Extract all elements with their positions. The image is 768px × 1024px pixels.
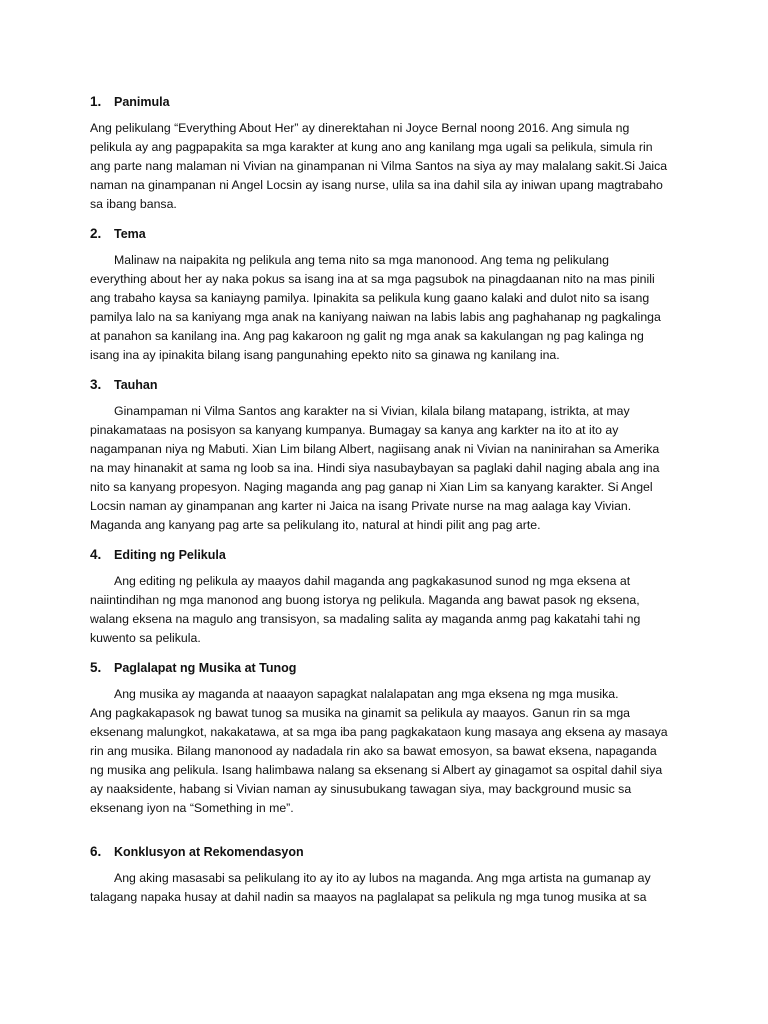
paragraph — [90, 704, 680, 818]
section-title: Panimula — [114, 95, 170, 109]
section-body — [90, 119, 680, 214]
section-body — [90, 402, 680, 535]
text-line: eksenang malungkot, nakakatawa, at sa mga iba pang pagkakataon kung masaya ang eksena ay masaya — [90, 725, 668, 739]
text-line: pamilya lalo na sa kaniyang mga anak na kaniyang naiwan na labis labis ang paghahanap ng pagkalinga — [90, 310, 661, 324]
paragraph — [90, 270, 680, 365]
section-title: Tauhan — [114, 378, 158, 392]
section-body — [90, 685, 680, 818]
text-line: nito sa kanyang propesyon. Naging maganda ang pag ganap ni Xian Lim sa kanyang karakter. Si Angel — [90, 480, 653, 494]
section-editing — [90, 545, 680, 648]
section-number: 3. — [90, 377, 102, 392]
section-konklusyon — [90, 842, 680, 907]
paragraph — [90, 572, 680, 591]
section-title: Editing ng Pelikula — [114, 548, 226, 562]
text-line: walang eksena na magulo ang transisyon, sa madaling salita ay maganda anmg pag kakatahi tahi ng — [90, 612, 641, 626]
text-line: everything about her ay naka pokus sa isang ina at sa mga pagsubok na pinagdaanan nito na mas pinili — [90, 272, 655, 286]
document-content — [90, 92, 680, 915]
text-line: at panahon sa kanilang ina. Ang pag kakaroon ng galit ng mga anak sa kakulangan ng pag kalinga ng — [90, 329, 644, 343]
text-line: naiintindihan ng mga manonod ang buong istorya ng pelikula. Maganda ang bawat pasok ng eksena, — [90, 593, 640, 607]
text-line: Ang aking masasabi sa pelikulang ito ay ito ay lubos na maganda. Ang mga artista na gumanap ay — [114, 871, 651, 885]
text-line: talagang napaka husay at dahil nadin sa maayos na paglalapat sa pelikula ng mga tunog musika at sa — [90, 890, 647, 904]
paragraph — [90, 888, 680, 907]
paragraph — [90, 685, 680, 704]
section-heading — [90, 224, 680, 244]
text-line: kuwento sa pelikula. — [90, 631, 201, 645]
text-line: isang ina ay ipinakita bilang isang pangunahing epekto nito sa ginawa ng kanilang ina. — [90, 348, 560, 362]
section-number: 4. — [90, 547, 102, 562]
section-number: 5. — [90, 660, 102, 675]
text-line: Ang pagkakapasok ng bawat tunog sa musika na ginamit sa pelikula ay maayos. Ganun rin sa mga — [90, 706, 631, 720]
section-tema — [90, 224, 680, 365]
section-number: 1. — [90, 94, 102, 109]
section-musika — [90, 658, 680, 818]
section-number: 2. — [90, 226, 102, 241]
section-body — [90, 251, 680, 365]
text-line: Ginampaman ni Vilma Santos ang karakter na si Vivian, kilala bilang matapang, istrikta, at may — [114, 404, 630, 418]
text-line: sa ibang bansa. — [90, 197, 177, 211]
paragraph — [90, 402, 680, 421]
section-body — [90, 572, 680, 648]
section-title: Paglalapat ng Musika at Tunog — [114, 661, 297, 675]
text-line: naman na ginampanan ni Angel Locsin ay isang nurse, ulila sa ina dahil sila ay iniwan upang magtrabaho — [90, 178, 663, 192]
text-line: ang trabaho kaysa sa kaniayng pamilya. Ipinakita sa pelikula kung gaano kalaki and dulot nito sa isang — [90, 291, 650, 305]
section-heading — [90, 658, 680, 678]
section-title: Konklusyon at Rekomendasyon — [114, 845, 304, 859]
text-line: ang parte nang malaman ni Vivian na ginampanan ni Vilma Santos na siya ay may malalang sakit.Si Jaica — [90, 159, 668, 173]
section-heading — [90, 842, 680, 862]
paragraph — [90, 591, 680, 648]
paragraph — [90, 869, 680, 888]
text-line: Ang editing ng pelikula ay maayos dahil maganda ang pagkakasunod sunod ng mga eksena at — [114, 574, 631, 588]
section-heading — [90, 545, 680, 565]
text-line: pelikula ay ang pagpapakita sa mga karakter at kung ano ang kanilang mga ugali sa pelikula, simula rin — [90, 140, 653, 154]
section-tauhan — [90, 375, 680, 535]
text-line: Maganda ang kanyang pag arte sa pelikulang ito, natural at hindi pilit ang pag arte. — [90, 518, 541, 532]
section-title: Tema — [114, 227, 146, 241]
text-line: na may hinanakit at sama ng loob sa ina. Hindi siya nasubaybayan sa paglaki dahil naging abala ang ina — [90, 461, 660, 475]
section-heading — [90, 375, 680, 395]
section-spacer — [90, 818, 680, 842]
paragraph — [90, 421, 680, 535]
text-line: Ang pelikulang “Everything About Her” ay dinerektahan ni Joyce Bernal noong 2016. Ang simula ng — [90, 121, 630, 135]
paragraph — [90, 119, 680, 214]
paragraph — [90, 251, 680, 270]
text-line: eksenang iyon na “Something in me”. — [90, 801, 294, 815]
text-line: Locsin naman ay ginampanan ang karter ni Jaica na isang Private nurse na mag aalaga kay Vivian. — [90, 499, 632, 513]
text-line: rin ang musika. Bilang manonood ay nadadala rin ako sa bawat emosyon, sa bawat eksena, napaganda — [90, 744, 657, 758]
text-line: Malinaw na naipakita ng pelikula ang tema nito sa mga manonood. Ang tema ng pelikulang — [114, 253, 609, 267]
section-panimula — [90, 92, 680, 214]
text-line: Ang musika ay maganda at naaayon sapagkat nalalapatan ang mga eksena ng mga musika. — [114, 687, 619, 701]
section-heading — [90, 92, 680, 112]
section-body — [90, 869, 680, 907]
text-line: ng musika ang pelikula. Isang halimbawa nalang sa eksenang si Albert ay ginagamot sa ospital dahil siya — [90, 763, 663, 777]
text-line: ay naaksidente, habang si Vivian naman ay sinusubukang tawagan siya, may background music sa — [90, 782, 632, 796]
text-line: pinakamataas na posisyon sa kanyang kumpanya. Bumagay sa kanya ang karkter na ito at ito ay — [90, 423, 619, 437]
text-line: nagampanan niya ng Mabuti. Xian Lim bilang Albert, nagiisang anak ni Vivian na naninirahan sa Amerika — [90, 442, 660, 456]
section-number: 6. — [90, 844, 102, 859]
